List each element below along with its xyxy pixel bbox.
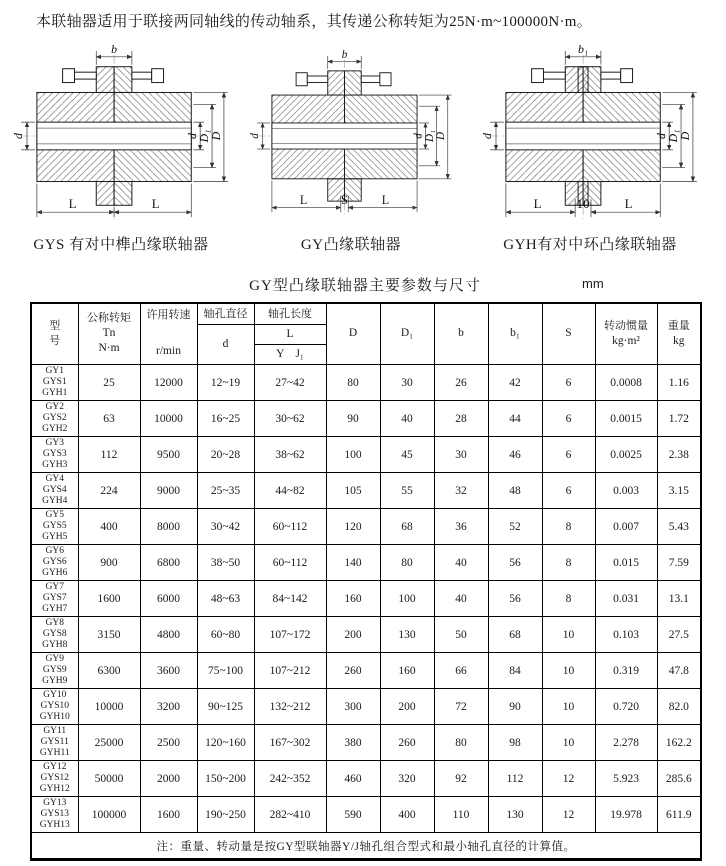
cell-D: 160 (326, 581, 380, 617)
cell-inertia: 0.0025 (595, 437, 657, 473)
dim-big-d-label: D (435, 131, 448, 141)
cell-bore-length: 27~42 (254, 365, 326, 401)
cell-S: 6 (542, 401, 595, 437)
col-header-model: 型 号 (31, 303, 78, 365)
col-header-S: S (542, 303, 595, 365)
intro-text: 本联轴器适用于联接两同轴线的传动轴系，其传递公称转矩为25N·m~100000N·m。 (36, 14, 593, 30)
cell-model: GY13 GYS13 GYH13 (31, 797, 78, 833)
table-row (31, 581, 701, 617)
cell-model: GY4 GYS4 GYH4 (31, 473, 78, 509)
dim-b-label: b (341, 48, 348, 61)
caption-gyh: GYH有对中环凸缘联轴器 (503, 237, 677, 253)
cell-b1: 84 (488, 653, 542, 689)
col-header-torque: 公称转矩 Tn N·m (78, 303, 140, 365)
cell-weight: 13.1 (657, 581, 701, 617)
cell-D: 120 (326, 509, 380, 545)
coupling-drawing-gyh (476, 41, 704, 231)
col-header-bore-length: 轴孔长度 (254, 303, 326, 325)
cell-b1: 56 (488, 581, 542, 617)
table-row (31, 473, 701, 509)
diagram-gys (0, 41, 242, 254)
cell-bore-length: 60~112 (254, 509, 326, 545)
cell-D: 90 (326, 401, 380, 437)
cell-bore-diameter: 16~25 (197, 401, 254, 437)
cell-model: GY10 GYS10 GYH10 (31, 689, 78, 725)
cell-weight: 1.72 (657, 401, 701, 437)
cell-S: 10 (542, 725, 595, 761)
dim-d-right-label: d (185, 133, 200, 139)
cell-bore-diameter: 90~125 (197, 689, 254, 725)
table-row (31, 545, 701, 581)
cell-D1: 320 (380, 761, 434, 797)
cell-S: 10 (542, 689, 595, 725)
cell-bore-length: 38~62 (254, 437, 326, 473)
cell-bore-diameter: 12~19 (197, 365, 254, 401)
caption-gys: GYS 有对中榫凸缘联轴器 (33, 237, 209, 253)
cell-inertia: 19.978 (595, 797, 657, 833)
cell-model: GY2 GYS2 GYH2 (31, 401, 78, 437)
cell-torque: 112 (78, 437, 140, 473)
cell-inertia: 0.319 (595, 653, 657, 689)
dim-d-left-label: d (248, 133, 261, 139)
cell-D1: 45 (380, 437, 434, 473)
cell-S: 12 (542, 797, 595, 833)
cell-b1: 90 (488, 689, 542, 725)
cell-model: GY5 GYS5 GYH5 (31, 509, 78, 545)
cell-S: 10 (542, 617, 595, 653)
cell-inertia: 2.278 (595, 725, 657, 761)
cell-D1: 200 (380, 689, 434, 725)
cell-weight: 2.38 (657, 437, 701, 473)
cell-torque: 1600 (78, 581, 140, 617)
table-row (31, 509, 701, 545)
cell-bore-length: 60~112 (254, 545, 326, 581)
cell-model: GY1 GYS1 GYH1 (31, 365, 78, 401)
table-row (31, 401, 701, 437)
table-header (31, 303, 701, 365)
dim-d-left-label: d (480, 133, 495, 139)
cell-inertia: 0.031 (595, 581, 657, 617)
cell-D: 80 (326, 365, 380, 401)
cell-D: 300 (326, 689, 380, 725)
dim-l-left-label: L (68, 197, 77, 212)
cell-b: 50 (434, 617, 488, 653)
cell-weight: 611.9 (657, 797, 701, 833)
cell-b: 28 (434, 401, 488, 437)
cell-weight: 1.16 (657, 365, 701, 401)
cell-speed: 12000 (140, 365, 197, 401)
cell-b1: 46 (488, 437, 542, 473)
cell-D1: 55 (380, 473, 434, 509)
cell-D: 460 (326, 761, 380, 797)
cell-b: 66 (434, 653, 488, 689)
cell-torque: 3150 (78, 617, 140, 653)
table-body (31, 365, 701, 833)
cell-b: 92 (434, 761, 488, 797)
cell-inertia: 0.103 (595, 617, 657, 653)
cell-b: 32 (434, 473, 488, 509)
cell-weight: 5.43 (657, 509, 701, 545)
table-row (31, 797, 701, 833)
cell-bore-length: 242~352 (254, 761, 326, 797)
cell-bore-diameter: 48~63 (197, 581, 254, 617)
cell-speed: 2000 (140, 761, 197, 797)
cell-b1: 56 (488, 545, 542, 581)
dim-b1-label: b₁ (578, 41, 589, 56)
table-row (31, 689, 701, 725)
cell-weight: 7.59 (657, 545, 701, 581)
cell-b: 80 (434, 725, 488, 761)
cell-torque: 6300 (78, 653, 140, 689)
table-title-row (30, 274, 700, 294)
coupling-diagrams (0, 41, 726, 254)
table-row (31, 725, 701, 761)
cell-D: 260 (326, 653, 380, 689)
cell-speed: 8000 (140, 509, 197, 545)
cell-weight: 285.6 (657, 761, 701, 797)
cell-b1: 42 (488, 365, 542, 401)
cell-D: 380 (326, 725, 380, 761)
cell-S: 6 (542, 437, 595, 473)
col-header-bore-diameter: 轴孔直径 (197, 303, 254, 325)
cell-speed: 9500 (140, 437, 197, 473)
dim-d1-label: D₁ (423, 130, 436, 142)
dim-big-d-label: D (677, 131, 692, 141)
cell-S: 12 (542, 761, 595, 797)
cell-S: 10 (542, 653, 595, 689)
dim-l-right-label: L (151, 197, 160, 212)
cell-speed: 4800 (140, 617, 197, 653)
caption-gy: GY凸缘联轴器 (300, 237, 402, 253)
cell-S: 8 (542, 581, 595, 617)
cell-weight: 47.8 (657, 653, 701, 689)
cell-D1: 400 (380, 797, 434, 833)
cell-bore-length: 84~142 (254, 581, 326, 617)
cell-b1: 44 (488, 401, 542, 437)
cell-bore-diameter: 60~80 (197, 617, 254, 653)
cell-bore-length: 282~410 (254, 797, 326, 833)
cell-inertia: 0.0015 (595, 401, 657, 437)
cell-torque: 900 (78, 545, 140, 581)
cell-b1: 52 (488, 509, 542, 545)
cell-bore-length: 44~82 (254, 473, 326, 509)
cell-D: 140 (326, 545, 380, 581)
cell-model: GY3 GYS3 GYH3 (31, 437, 78, 473)
cell-D1: 30 (380, 365, 434, 401)
cell-b1: 98 (488, 725, 542, 761)
col-header-D1: D₁ (380, 303, 434, 365)
cell-b1: 112 (488, 761, 542, 797)
dim-10-label: 10 (576, 197, 590, 212)
cell-model: GY6 GYS6 GYH6 (31, 545, 78, 581)
table-row (31, 761, 701, 797)
cell-b: 72 (434, 689, 488, 725)
cell-b: 110 (434, 797, 488, 833)
parameters-table (30, 302, 702, 861)
table-row (31, 653, 701, 689)
cell-D1: 40 (380, 401, 434, 437)
diagram-gy (242, 41, 460, 254)
cell-D1: 160 (380, 653, 434, 689)
col-header-weight: 重量 kg (657, 303, 701, 365)
cell-inertia: 0.007 (595, 509, 657, 545)
dim-d-right-label: d (412, 133, 425, 139)
dim-b-label: b (111, 41, 118, 56)
dim-d-left-label: d (11, 133, 26, 139)
table-row (31, 437, 701, 473)
cell-weight: 162.2 (657, 725, 701, 761)
unit-label: mm (582, 276, 604, 291)
cell-D: 105 (326, 473, 380, 509)
cell-bore-length: 107~212 (254, 653, 326, 689)
coupling-drawing-gy (244, 41, 458, 231)
cell-bore-length: 107~172 (254, 617, 326, 653)
cell-bore-diameter: 30~42 (197, 509, 254, 545)
dim-l-right-label: L (624, 197, 633, 212)
cell-torque: 25 (78, 365, 140, 401)
cell-inertia: 0.003 (595, 473, 657, 509)
cell-bore-diameter: 190~250 (197, 797, 254, 833)
cell-inertia: 0.015 (595, 545, 657, 581)
cell-speed: 10000 (140, 401, 197, 437)
cell-inertia: 5.923 (595, 761, 657, 797)
cell-speed: 1600 (140, 797, 197, 833)
cell-bore-diameter: 150~200 (197, 761, 254, 797)
cell-torque: 50000 (78, 761, 140, 797)
cell-D1: 130 (380, 617, 434, 653)
col-header-b1: b₁ (488, 303, 542, 365)
cell-weight: 3.15 (657, 473, 701, 509)
cell-bore-diameter: 25~35 (197, 473, 254, 509)
diagram-gyh (460, 41, 720, 254)
cell-b: 40 (434, 545, 488, 581)
cell-model: GY7 GYS7 GYH7 (31, 581, 78, 617)
cell-D1: 80 (380, 545, 434, 581)
table-row (31, 617, 701, 653)
cell-speed: 2500 (140, 725, 197, 761)
coupling-drawing-gys (7, 41, 235, 231)
cell-bore-length: 132~212 (254, 689, 326, 725)
cell-inertia: 0.720 (595, 689, 657, 725)
cell-speed: 3600 (140, 653, 197, 689)
cell-torque: 224 (78, 473, 140, 509)
cell-D: 100 (326, 437, 380, 473)
cell-D: 200 (326, 617, 380, 653)
cell-D1: 68 (380, 509, 434, 545)
cell-b: 36 (434, 509, 488, 545)
cell-torque: 10000 (78, 689, 140, 725)
dim-d-right-label: d (654, 133, 669, 139)
cell-model: GY12 GYS12 GYH12 (31, 761, 78, 797)
table-title: GY型凸缘联轴器主要参数与尺寸 (249, 278, 481, 294)
table-note: 注：重量、转动量是按GY型联轴器Y/J轴孔组合型式和最小轴孔直径的计算值。 (31, 833, 701, 860)
dim-d1-label: D₁ (197, 129, 212, 143)
cell-b1: 130 (488, 797, 542, 833)
cell-speed: 3200 (140, 689, 197, 725)
dim-l-left-label: L (299, 192, 308, 207)
col-header-d: d (197, 325, 254, 365)
cell-S: 8 (542, 545, 595, 581)
dim-l-left-label: L (533, 197, 542, 212)
cell-speed: 6000 (140, 581, 197, 617)
cell-inertia: 0.0008 (595, 365, 657, 401)
cell-D1: 260 (380, 725, 434, 761)
cell-weight: 27.5 (657, 617, 701, 653)
cell-bore-diameter: 20~28 (197, 437, 254, 473)
col-header-inertia: 转动惯量 kg·m² (595, 303, 657, 365)
table-footer (31, 833, 701, 860)
col-header-speed: 许用转速 r/min (140, 303, 197, 365)
cell-model: GY9 GYS9 GYH9 (31, 653, 78, 689)
cell-D: 590 (326, 797, 380, 833)
cell-model: GY8 GYS8 GYH8 (31, 617, 78, 653)
cell-b: 26 (434, 365, 488, 401)
cell-weight: 82.0 (657, 689, 701, 725)
col-header-D: D (326, 303, 380, 365)
dim-d1-label: D₁ (666, 129, 681, 143)
dim-s-label: S (341, 192, 348, 207)
cell-bore-diameter: 38~50 (197, 545, 254, 581)
cell-torque: 400 (78, 509, 140, 545)
cell-bore-length: 167~302 (254, 725, 326, 761)
cell-torque: 25000 (78, 725, 140, 761)
col-header-b: b (434, 303, 488, 365)
cell-bore-diameter: 120~160 (197, 725, 254, 761)
cell-b1: 68 (488, 617, 542, 653)
cell-b: 40 (434, 581, 488, 617)
col-header-L: L (254, 325, 326, 345)
cell-speed: 6800 (140, 545, 197, 581)
cell-bore-length: 30~62 (254, 401, 326, 437)
cell-b1: 48 (488, 473, 542, 509)
cell-torque: 63 (78, 401, 140, 437)
cell-S: 6 (542, 365, 595, 401)
cell-S: 6 (542, 473, 595, 509)
cell-torque: 100000 (78, 797, 140, 833)
dim-l-right-label: L (381, 192, 390, 207)
cell-speed: 9000 (140, 473, 197, 509)
col-header-YJ1: Y J₁ (254, 345, 326, 365)
cell-b: 30 (434, 437, 488, 473)
cell-model: GY11 GYS11 GYH11 (31, 725, 78, 761)
cell-D1: 100 (380, 581, 434, 617)
table-row (31, 365, 701, 401)
cell-bore-diameter: 75~100 (197, 653, 254, 689)
dim-big-d-label: D (208, 131, 223, 141)
cell-S: 8 (542, 509, 595, 545)
